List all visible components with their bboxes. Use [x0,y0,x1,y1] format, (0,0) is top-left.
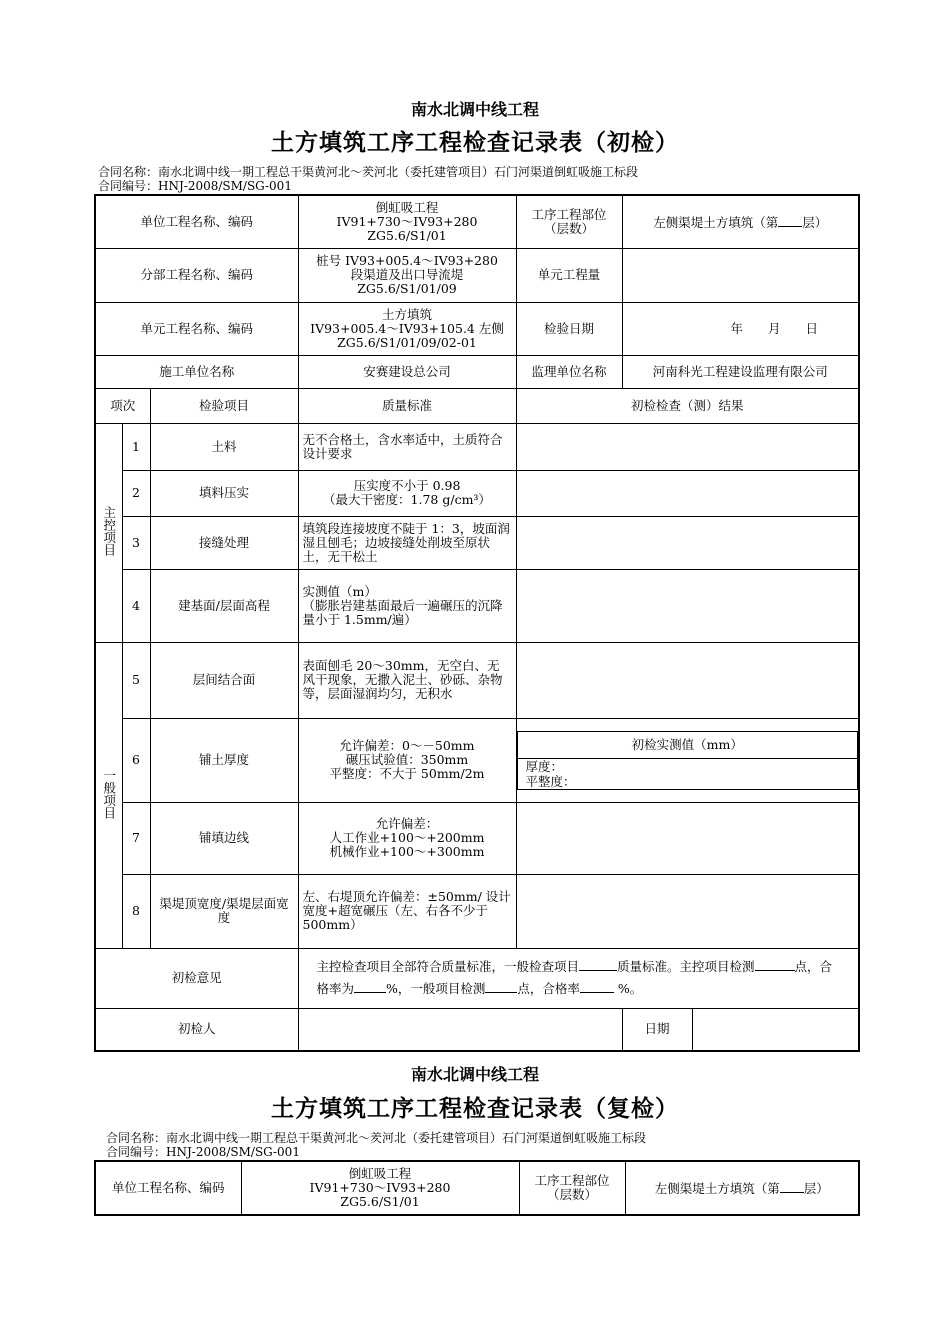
item-name: 层间结合面 [150,642,298,718]
item-no: 7 [122,802,150,874]
table-row [95,423,859,470]
inspect-date-label: 检验日期 [516,302,622,355]
header-result: 初检检查（测）结果 [516,388,859,423]
sheet1-title: 土方填筑工序工程检查记录表（初检） [271,129,679,156]
item-no: 1 [122,423,150,470]
table-row [95,802,859,874]
item-standard: 压实度不小于 0.98 （最大干密度：1.78 g/cm³） [298,470,516,516]
item-standard: 实测值（m） （膨胀岩建基面最后一遍碾压的沉降量小于 1.5mm/遍） [298,569,516,642]
item-name: 铺土厚度 [150,718,298,802]
process-location-suffix: 层） [802,214,828,230]
process-location-prefix: 左侧渠堤土方填筑（第 [653,214,779,230]
header-standard: 质量标准 [298,388,516,423]
opinion-part: 主控检查项目全部符合质量标准，一般检查项目 [316,959,580,974]
sheet2-process-location-value [625,1161,859,1215]
item-name: 土料 [150,423,298,470]
item-name: 接缝处理 [150,516,298,569]
item-standard: 无不合格土，含水率适中，土质符合设计要求 [298,423,516,470]
sheet2-process-location-suffix: 层） [803,1181,829,1196]
unit-project-label: 单位工程名称、编码 [95,195,298,248]
element-label: 单元工程名称、编码 [95,302,298,355]
item-no: 2 [122,470,150,516]
division-label: 分部工程名称、编码 [95,248,298,302]
item-result[interactable] [516,470,859,516]
measured-flatness[interactable]: 平整度： [525,773,576,789]
unit-quantity-value[interactable] [622,248,859,302]
sheet1-inspection-table [94,194,860,1052]
item-no: 3 [122,516,150,569]
opinion-part: 质量标准。主控项目检测 [617,959,755,974]
element-value: 土方填筑 IV93+005.4～IV93+105.4 左侧 ZG5.6/S1/01/09/02-01 [298,302,516,355]
item-no: 6 [122,718,150,802]
item-result[interactable] [516,874,859,948]
sheet2-unit-project-value: 倒虹吸工程 IV91+730～IV93+280 ZG5.6/S1/01 [241,1161,519,1215]
process-location-value [622,195,859,248]
group-main-label: 主控项目 [101,506,117,556]
sheet2-inspection-table [94,1160,860,1216]
item-name: 铺填边线 [150,802,298,874]
sheet2-contract-name: 合同名称：南水北调中线一期工程总干渠黄河北～羑河北（委托建管项目）石门河渠道倒虹吸施工标段 [106,1131,647,1145]
table-row [95,718,859,802]
process-location-label: 工序工程部位 （层数） [516,195,622,248]
date-value[interactable] [692,1008,859,1051]
opinion-part: %，一般项目检测 [386,981,486,996]
sheet2-subtitle: 南水北调中线工程 [410,1065,539,1084]
item-standard: 表面刨毛 20～30mm，无空白、无风干现象，无撒入泥土、砂砾、杂物等，层面湿润均匀，无积水 [298,642,516,718]
sheet1-contract-name: 合同名称：南水北调中线一期工程总干渠黄河北～羑河北（委托建管项目）石门河渠道倒虹吸施工标段 [98,165,639,179]
sheet2-process-location-prefix: 左侧渠堤土方填筑（第 [654,1181,780,1196]
sheet2-unit-project-label: 单位工程名称、编码 [95,1161,241,1215]
item-result[interactable] [516,423,859,470]
item-standard: 允许偏差： 人工作业+100～+200mm 机械作业+100～+300mm [298,802,516,874]
opinion-part: 点，合格率 [517,981,580,996]
item-name: 渠堤顶宽度/渠堤层面宽度 [150,874,298,948]
unit-quantity-label: 单元工程量 [516,248,622,302]
sheet2-title: 土方填筑工序工程检查记录表（复检） [271,1095,679,1122]
table-row [95,569,859,642]
date-label: 日期 [622,1008,692,1051]
item-no: 5 [122,642,150,718]
division-value: 桩号 IV93+005.4～IV93+280 段渠道及出口导流堤 ZG5.6/S1/01/09 [298,248,516,302]
item-standard: 填筑段连接坡度不陡于 1：3，坡面润湿且刨毛；边坡接缝处削坡至原状土，无干松土 [298,516,516,569]
group-general-label: 一般项目 [101,768,117,819]
item-no: 4 [122,569,150,642]
sheet2-process-location-label: 工序工程部位 （层数） [519,1161,625,1215]
opinion-label: 初检意见 [95,948,298,1008]
table-row [95,516,859,569]
measured-thickness[interactable]: 厚度： [525,758,564,774]
opinion-part: 点，合 [794,959,833,974]
item-result[interactable] [516,569,859,642]
sheet2-contract-no: 合同编号：HNJ-2008/SM/SG-001 [106,1145,300,1159]
table-row [95,470,859,516]
sheet2-layer-number-blank[interactable] [780,1180,804,1193]
item-standard: 允许偏差：0～－50mm 碾压试验值：350mm 平整度：不大于 50mm/2m [298,718,516,802]
item-result[interactable] [516,516,859,569]
inspect-date-value[interactable]: 年 月 日 [622,302,859,355]
item-result[interactable] [516,802,859,874]
opinion-text[interactable] [298,948,859,1008]
group-general [95,642,122,948]
item-result-measured [516,718,859,802]
table-row [95,874,859,948]
contractor-value: 安赛建设总公司 [298,355,516,388]
measured-header: 初检实测值（mm） [517,731,858,758]
item-name: 填料压实 [150,470,298,516]
item-result[interactable] [516,642,859,718]
item-name: 建基面/层面高程 [150,569,298,642]
header-category: 项次 [95,388,150,423]
opinion-part: 格率为 [316,981,355,996]
layer-number-blank[interactable] [778,214,802,227]
unit-project-value: 倒虹吸工程 IV91+730～IV93+280 ZG5.6/S1/01 [298,195,516,248]
inspector-value[interactable] [298,1008,622,1051]
sheet1-subtitle: 南水北调中线工程 [410,100,539,119]
header-item: 检验项目 [150,388,298,423]
table-row [95,642,859,718]
supervisor-value: 河南科光工程建设监理有限公司 [622,355,859,388]
inspector-label: 初检人 [95,1008,298,1051]
group-main-control [95,423,122,642]
item-no: 8 [122,874,150,948]
contractor-label: 施工单位名称 [95,355,298,388]
supervisor-label: 监理单位名称 [516,355,622,388]
item-standard: 左、右堤顶允许偏差：±50mm/ 设计宽度+超宽碾压（左、右各不少于 500mm） [298,874,516,948]
opinion-part: %。 [617,981,643,996]
sheet1-contract-no: 合同编号：HNJ-2008/SM/SG-001 [98,179,292,193]
